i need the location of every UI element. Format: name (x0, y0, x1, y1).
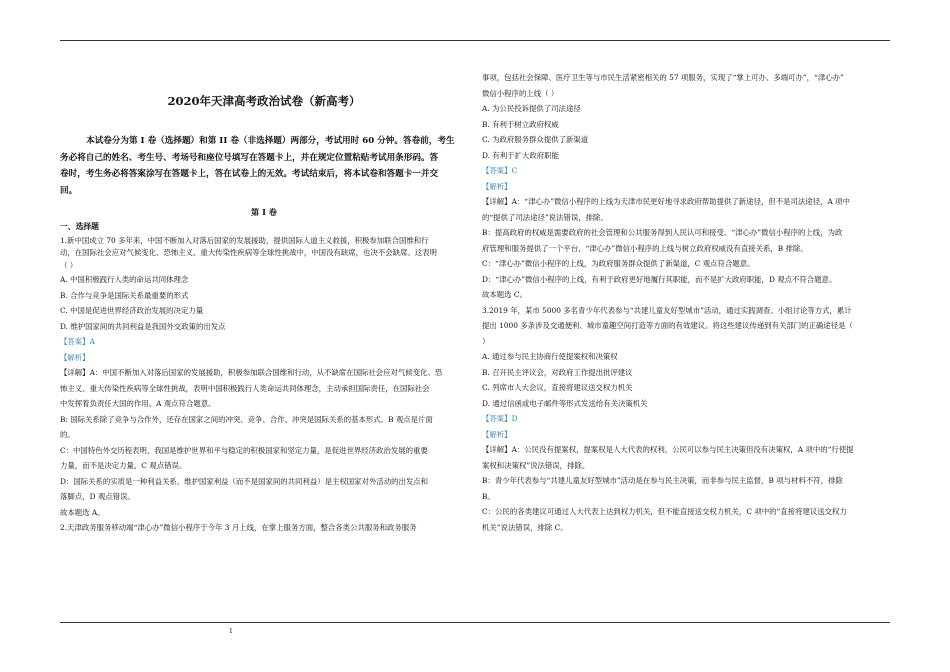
option: C. 列席市人大会议，直接将建议送交权力机关 (482, 383, 633, 392)
option: B. 有利于树立政府权威 (482, 119, 559, 129)
analysis-text: D：“津心办”微信小程序的上线，有利于政府更好地履行其职能，而不是扩大政府职能，D 观点不符合题意。 (482, 274, 837, 284)
analysis-label: 【解析】 (482, 429, 512, 439)
question-text: 3.2019 年，某市 5000 多名青少年代表参与“共建儿童友好型城市”活动，通过实践调查、小组讨论等方式，累计 (482, 305, 852, 315)
analysis-text: B：提高政府的权威是需要政府的社会管理和公共服务得到人民认可和接受。“津心办”微信小程序的上线，为政 (482, 228, 843, 237)
option: D. 有利于扩大政府职能 (482, 150, 559, 160)
instruction-line: 务必将自己的姓名、考生号、考场号和座位号填写在答题卡上，并在规定位置粘贴考试用条形码。答 (60, 152, 439, 163)
option: B. 合作与竞争是国际关系最重要的形式 (60, 290, 189, 300)
question-text: 2.天津政务服务移动端“津心办”微信小程序于今年 3 月上线，在掌上服务方面，整合各类公共服务和政务服务 (60, 523, 417, 532)
question-text: 事项，包括社会保障、医疗卫生等与市民生活紧密相关的 57 项服务，实现了“掌上可办、多端可办”，“津心办” (482, 73, 844, 82)
analysis-text: C：公民的各类建议可通过人大代表上达到权力机关，但不能直接送交权力机关，C 项中的“直接将建议送交权力 (482, 507, 847, 516)
analysis-text: 的。 (60, 430, 75, 439)
bottom-rule (60, 622, 890, 623)
option: C. 中国是促进世界经济政治发展的决定力量 (60, 306, 204, 315)
option: A. 中国积极践行人类的命运共同体理念 (60, 275, 189, 284)
analysis-text: D：国际关系的实质是一种利益关系。维护国家利益（而不是国家间的共同利益）是主权国家对外活动的出发点和 (60, 476, 429, 486)
analysis-text: 的“提供了司法途径”说法错误，排除。 (482, 212, 608, 222)
analysis-text: 怖主义、重大传染性疾病等全球性挑战，表明中国积极践行人类命运共同体理念，主动承担国际责任，在国际社会 (60, 383, 430, 393)
option: B. 召开民主评议会，对政府工作提出批评建议 (482, 367, 633, 377)
analysis-text: B。 (482, 491, 495, 501)
right-column (482, 72, 892, 534)
analysis-text: 案权和决策权”说法错误，排除。 (482, 460, 590, 470)
question-text: 微信小程序的上线（ ） (482, 88, 559, 98)
page-number: 1 (229, 628, 233, 635)
analysis-text: 【详解】A：“津心办”微信小程序的上线为天津市民更好地寻求政府帮助提供了新途径，但不是司法途径，A 项中 (482, 197, 850, 206)
analysis-text: C：中国特色外交历程表明，我国是维护世界和平与稳定的积极国家和坚定力量，是促进世界经济政治发展的重要 (60, 445, 428, 455)
question-text: 提出 1000 多条涉及交通便利、城市童趣空间打造等方面的有效建议。将这些建议传递到有关部门的正确途径是（ (482, 321, 853, 330)
analysis-text: 中发挥着负责任大国的作用。A 观点符合题意。 (60, 399, 216, 408)
question-text: ） (482, 336, 490, 346)
analysis-text: 机关”说法错误，排除 C。 (482, 522, 568, 532)
analysis-label: 【解析】 (482, 181, 512, 191)
section-heading: 一、选择题 (60, 222, 99, 231)
instruction-line: 本试卷分为第 I 卷（选择题）和第 II 卷（非选择题）两部分，考试用时 60 分钟。答卷前，考生 (86, 136, 455, 146)
question-text: 1.新中国成立 70 多年来，中国不断加入对落后国家的发展援助，提供国际人道主义救援，积极参加联合国维和行 (60, 235, 429, 245)
option: D. 维护国家间的共同利益是我国外交政策的出发点 (60, 321, 226, 331)
instruction-line: 卷时，考生务必将答案涂写在答题卡上，答在试卷上的无效。考试结束后，将本试卷和答题卡一并交 (60, 169, 439, 180)
option: A. 为公民投诉提供了司法途径 (482, 104, 581, 113)
answer-label: 【答案】D (482, 414, 518, 423)
analysis-text: 【详解】A：中国不断加入对落后国家的发展援助，积极参加联合国维和行动，从不缺席在国际社会应对气候变化、恐 (60, 368, 443, 377)
option: A. 通过参与民主协商行使提案权和决策权 (482, 352, 618, 361)
analysis-text: 落脚点，D 观点错误。 (60, 492, 135, 501)
analysis-text: 故本题选 C。 (482, 290, 527, 299)
part-heading: 第 I 卷 (251, 207, 277, 217)
instruction-line: 回。 (60, 185, 78, 196)
analysis-text: B：青少年代表参与“共建儿童友好型城市”活动是在参与民主决策，而非参与民主监督，B 项与材料不符，排除 (482, 476, 843, 485)
analysis-text: B: 国际关系除了竞争与合作外，还存在国家之间的冲突、竞争、合作、冲突是国际关系的基本形式。B 观点是片面 (60, 414, 433, 424)
analysis-text: 故本题选 A。 (60, 507, 105, 517)
answer-label: 【答案】C (482, 166, 518, 175)
analysis-label: 【解析】 (60, 352, 90, 362)
option: D. 通过信函或电子邮件等形式发送给有关决策机关 (482, 398, 648, 408)
answer-label: 【答案】A (60, 337, 95, 346)
top-rule (60, 40, 890, 41)
question-text: 动，在国际社会应对气候变化、恐怖主义、重大传染性疾病等全球性挑战中，中国没有缺席，也决不会缺席。这表明 (60, 248, 437, 257)
left-column (60, 221, 468, 535)
analysis-text: C：“津心办”微信小程序的上线，为政府服务群众提供了新渠道，C 观点符合题意。 (482, 259, 755, 268)
option: C. 为政府服务群众提供了新渠道 (482, 135, 589, 144)
analysis-text: 力量，而不是决定力量，C 观点错误。 (60, 461, 187, 470)
question-text: （ ） (60, 260, 78, 270)
analysis-text: 府管理和服务提供了一个平台，“津心办”微信小程序的上线与树立政府权威没有直接关系，B 排除。 (482, 243, 808, 253)
page-title: 2020年天津高考政治试卷（新高考） (167, 94, 361, 108)
exam-instructions (60, 133, 468, 199)
analysis-text: 【详解】A：公民没有提案权，提案权是人大代表的权利，公民可以参与民主决策但没有决策权，A 项中的“行使提 (482, 445, 854, 454)
